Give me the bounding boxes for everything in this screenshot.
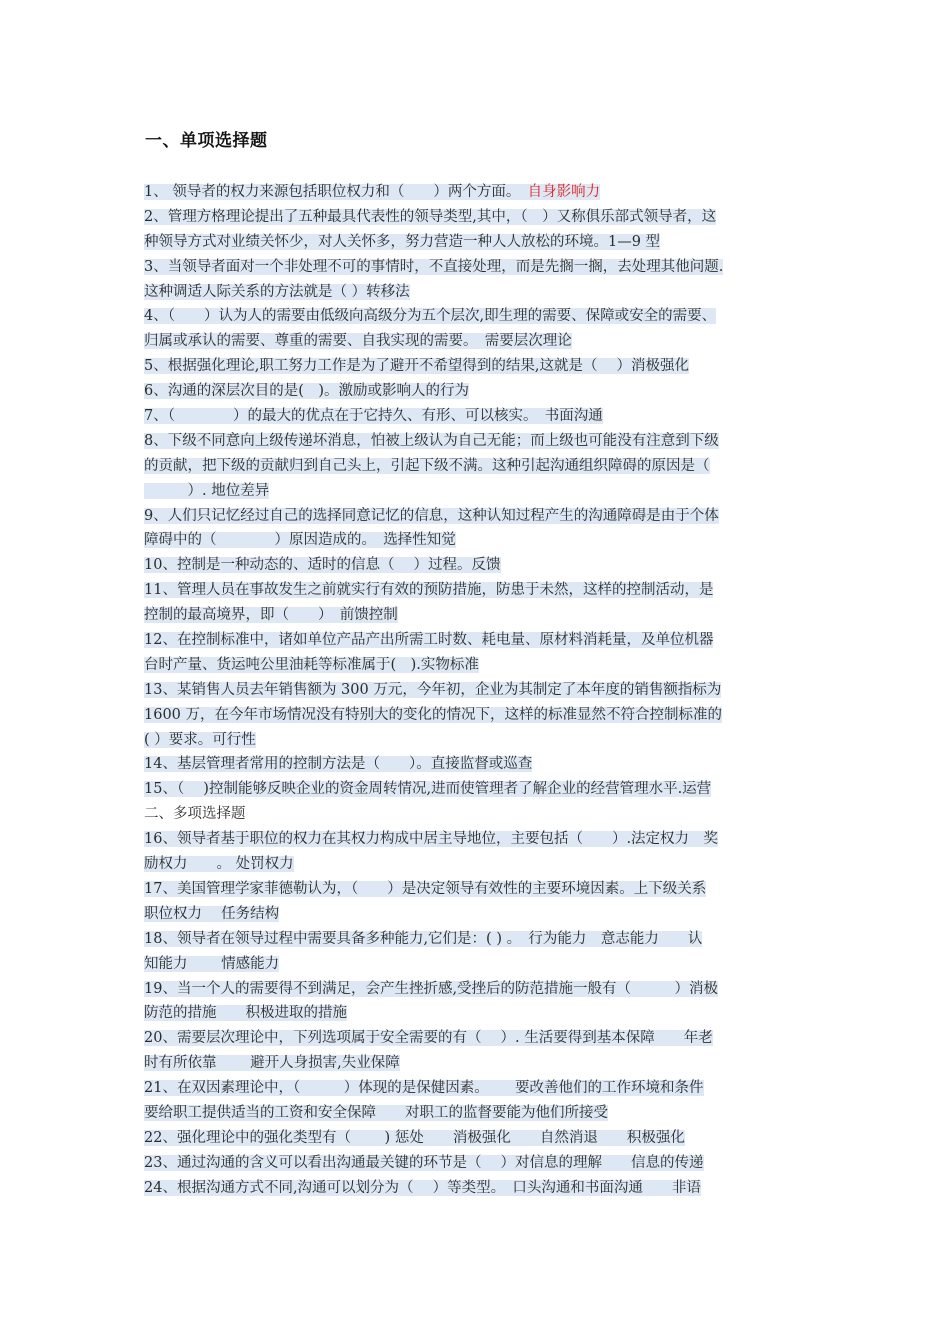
question-line: 要给职工提供适当的工资和安全保障 对职工的监督要能为他们所接受 [144, 1104, 608, 1121]
question-line: 励权力 。 处罚权力 [144, 856, 294, 873]
question-line: 1600 万，在今年市场情况没有特别大的变化的情况下，这样的标准显然不符合控制标准的 [144, 706, 723, 723]
question-line: 知能力 情感能力 [144, 955, 280, 972]
question-line: 17、美国管理学家菲德勒认为，（ ）是决定领导有效性的主要环境因素。上下级关系 [144, 880, 707, 897]
question-line: 这种调适人际关系的方法就是（ ）转移法 [144, 283, 410, 300]
section-heading-multiple-choice: 二、多项选择题 [144, 806, 246, 823]
question-list [144, 180, 808, 1201]
question-line: 23、通过沟通的含义可以看出沟通最关键的环节是（ ）对信息的理解 信息的传递 [144, 1154, 704, 1171]
question-line: 障碍中的（ ）原因造成的。 选择性知觉 [144, 532, 456, 549]
question-line: 5、根据强化理论,职工努力工作是为了避开不希望得到的结果,这就是（ ）消极强化 [144, 358, 690, 375]
question-line: 14、基层管理者常用的控制方法是（ ）。直接监督或巡查 [144, 756, 533, 773]
question-line: 台时产量、货运吨公里油耗等标准属于( ).实物标准 [144, 656, 479, 673]
question-line: 2、管理方格理论提出了五种最具代表性的领导类型,其中，（ ）又称俱乐部式领导者，这 [144, 208, 717, 225]
question-line: ( ）要求。可行性 [144, 731, 256, 748]
question-line: 8、下级不同意向上级传递坏消息，怕被上级认为自己无能；而上级也可能没有注意到下级 [144, 432, 719, 449]
highlighted-answer: 自身影响力 [527, 184, 601, 200]
question-line: 职位权力 任务结构 [144, 905, 280, 922]
question-line: 防范的措施 积极进取的措施 [144, 1005, 347, 1022]
question-line: 21、在双因素理论中，（ ）体现的是保健因素。 要改善他们的工作环境和条件 [144, 1080, 704, 1097]
question-line: 控制的最高境界，即（ ） 前馈控制 [144, 607, 398, 624]
question-line: 的贡献，把下级的贡献归到自己头上，引起下级不满。这种引起沟通组织障碍的原因是（ [144, 457, 710, 474]
question-line: 24、根据沟通方式不同,沟通可以划分为（ ）等类型。 口头沟通和书面沟通 非语 [144, 1179, 701, 1196]
question-line: 13、某销售人员去年销售额为 300 万元，今年初，企业为其制定了本年度的销售额指标为 [144, 681, 722, 698]
question-line: 3、当领导者面对一个非处理不可的事情时，不直接处理，而是先搁一搁，去处理其他问题. [144, 258, 724, 275]
question-line: 19、当一个人的需要得不到满足，会产生挫折感,受挫后的防范措施一般有（ ）消极 [144, 980, 719, 997]
question-line: 10、控制是一种动态的、适时的信息（ ）过程。反馈 [144, 557, 501, 574]
question-line: 16、领导者基于职位的权力在其权力构成中居主导地位，主要包括（ ）.法定权力 奖 [144, 831, 719, 848]
question-line: 11、管理人员在事故发生之前就实行有效的预防措施，防患于未然，这样的控制活动，是 [144, 582, 714, 599]
question-line: 归属或承认的需要、尊重的需要、自我实现的需要。 需要层次理论 [144, 333, 572, 350]
question-line: 20、需要层次理论中，下列选项属于安全需要的有（ ）. 生活要得到基本保障 年老 [144, 1030, 713, 1047]
section-heading-single-choice: 一、单项选择题 [145, 131, 268, 151]
question-line: 18、领导者在领导过程中需要具备多种能力,它们是：( ) 。 行为能力 意志能力 认 [144, 930, 703, 947]
question-line: 15、（ )控制能够反映企业的资金周转情况,进而使管理者了解企业的经营管理水平.运营 [144, 781, 712, 798]
question-line: 7、（ ）的最大的优点在于它持久、有形、可以核实。 书面沟通 [144, 408, 603, 425]
question-line: 时有所依靠 避开人身损害,失业保障 [144, 1055, 400, 1072]
question-line: 22、强化理论中的强化类型有（ ) 惩处 消极强化 自然消退 积极强化 [144, 1129, 685, 1146]
question-line: 6、沟通的深层次目的是( )。激励或影响人的行为 [144, 383, 470, 400]
question-line: 12、在控制标准中，诸如单位产品产出所需工时数、耗电量、原材料消耗量，及单位机器 [144, 632, 714, 649]
question-line: 4、（ ）认为人的需要由低级向高级分为五个层次,即生理的需要、保障或安全的需要、 [144, 308, 717, 325]
question-line: 种领导方式对业绩关怀少，对人关怀多，努力营造一种人人放松的环境。1—9 型 [144, 233, 661, 250]
question-line: 9、人们只记忆经过自己的选择同意记忆的信息，这种认知过程产生的沟通障碍是由于个体 [144, 507, 719, 524]
question-line: 1、 领导者的权力来源包括职位权力和（ ）两个方面。 自身影响力 [144, 184, 601, 200]
question-line: ）. 地位差异 [144, 482, 270, 499]
